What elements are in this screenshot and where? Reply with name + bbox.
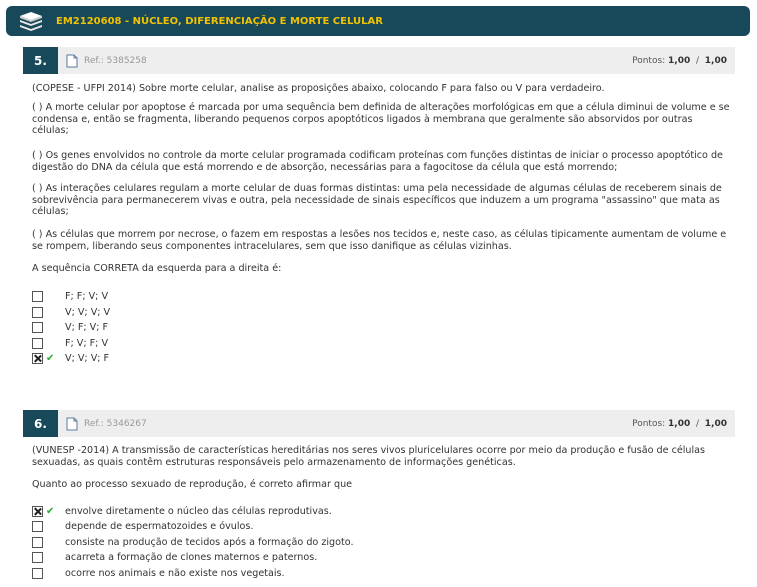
checkmark-icon: ✔ <box>46 353 55 364</box>
score-max: 1,00 <box>704 55 727 66</box>
answer-option[interactable] <box>32 536 354 549</box>
question-paragraph: (VUNESP -2014) A transmissão de características hereditárias nos seres vivos pluricelulares ocorre por meio da produção e fusão de células sexuadas, as quais contêm estruturas responsáveis pelo armazenamento de informações genéticas. <box>32 445 706 468</box>
score-max: 1,00 <box>704 418 727 429</box>
question-paragraph: ( ) A morte celular por apoptose é marcada por uma sequência bem definida de alterações morfológicas em que a célula diminui de volume e se condensa e, então se fragmenta, liberando pequenos corpos apoptóticos ligados à membrana que geralmente são absorvidos por outras células; <box>32 102 730 136</box>
answer-checkbox[interactable] <box>32 506 43 517</box>
score-value: 1,00 <box>668 55 691 66</box>
answer-label: consiste na produção de tecidos após a formação do zigoto. <box>65 537 354 548</box>
question-header <box>23 410 735 437</box>
answer-option[interactable] <box>32 505 332 518</box>
answer-option[interactable] <box>32 321 108 334</box>
exam-title: EM2120608 - NÚCLEO, DIFERENCIAÇÃO E MORTE CELULAR <box>56 15 383 27</box>
checkmark-icon: ✔ <box>46 506 55 517</box>
question-score <box>632 419 727 429</box>
answer-option[interactable] <box>32 337 108 350</box>
question-number: 6. <box>23 410 58 437</box>
question-reference: Ref.: 5385258 <box>84 55 147 66</box>
score-label: Pontos: <box>632 418 666 429</box>
score-value: 1,00 <box>668 418 691 429</box>
answer-checkbox[interactable] <box>32 552 43 563</box>
answer-checkbox[interactable] <box>32 291 43 302</box>
answer-option[interactable] <box>32 290 108 303</box>
answer-label: V; F; V; F <box>65 322 109 333</box>
document-icon <box>66 417 78 431</box>
answer-checkbox[interactable] <box>32 307 43 318</box>
question-score <box>632 56 727 66</box>
answer-option[interactable] <box>32 567 285 580</box>
answer-option[interactable] <box>32 306 110 319</box>
score-label: Pontos: <box>632 55 666 66</box>
answer-checkbox[interactable] <box>32 521 43 532</box>
document-icon <box>66 54 78 68</box>
exam-header <box>6 6 750 36</box>
answer-checkbox[interactable] <box>32 322 43 333</box>
answer-label: acarreta a formação de clones maternos e paternos. <box>65 552 318 563</box>
question-header <box>23 47 735 74</box>
question-paragraph: Quanto ao processo sexuado de reprodução, é correto afirmar que <box>32 479 353 490</box>
answer-checkbox[interactable] <box>32 537 43 548</box>
answer-label: F; F; V; V <box>65 291 109 302</box>
answer-label: V; V; V; F <box>65 353 110 364</box>
answer-label: V; V; V; V <box>65 307 111 318</box>
answer-checkbox[interactable] <box>32 568 43 579</box>
answer-option[interactable] <box>32 520 253 533</box>
answer-label: F; V; F; V <box>65 338 109 349</box>
question-paragraph: ( ) As células que morrem por necrose, o fazem em respostas a lesões nos tecidos e, neste caso, as células tipicamente aumentam de volume e se rompem, liberando seus componentes intracelulares, sem que isso danifique as células vizinhas. <box>32 229 727 252</box>
answer-label: depende de espermatozoides e óvulos. <box>65 521 254 532</box>
question-reference: Ref.: 5346267 <box>84 418 147 429</box>
answer-label: envolve diretamente o núcleo das células reprodutivas. <box>65 506 332 517</box>
question-paragraph: A sequência CORRETA da esquerda para a direita é: <box>32 263 282 274</box>
question-paragraph: ( ) Os genes envolvidos no controle da morte celular programada codificam proteínas com funções distintas de iniciar o processo apoptótico de digestão do DNA da célula que está morrendo e de absorção, necessárias para a fagocitose da célula que está morrendo; <box>32 150 723 173</box>
question-paragraph: (COPESE - UFPI 2014) Sobre morte celular, analise as proposições abaixo, colocando F para falso ou V para verdadeiro. <box>32 83 605 94</box>
answer-checkbox[interactable] <box>32 338 43 349</box>
score-separator: / <box>696 418 700 429</box>
answer-label: ocorre nos animais e não existe nos vegetais. <box>65 568 285 579</box>
question-paragraph: ( ) As interações celulares regulam a morte celular de duas formas distintas: uma pela necessidade de algumas células de receberem sinais de sobrevivência para permanecerem vivas e outra, pela necessidade de sinais específicos que induzem a um programa "assassino" que mata as células; <box>32 183 722 217</box>
answer-option[interactable] <box>32 352 109 365</box>
answer-option[interactable] <box>32 551 317 564</box>
answer-checkbox[interactable] <box>32 353 43 364</box>
score-separator: / <box>696 55 700 66</box>
question-number: 5. <box>23 47 58 74</box>
books-stack-icon <box>18 10 44 32</box>
